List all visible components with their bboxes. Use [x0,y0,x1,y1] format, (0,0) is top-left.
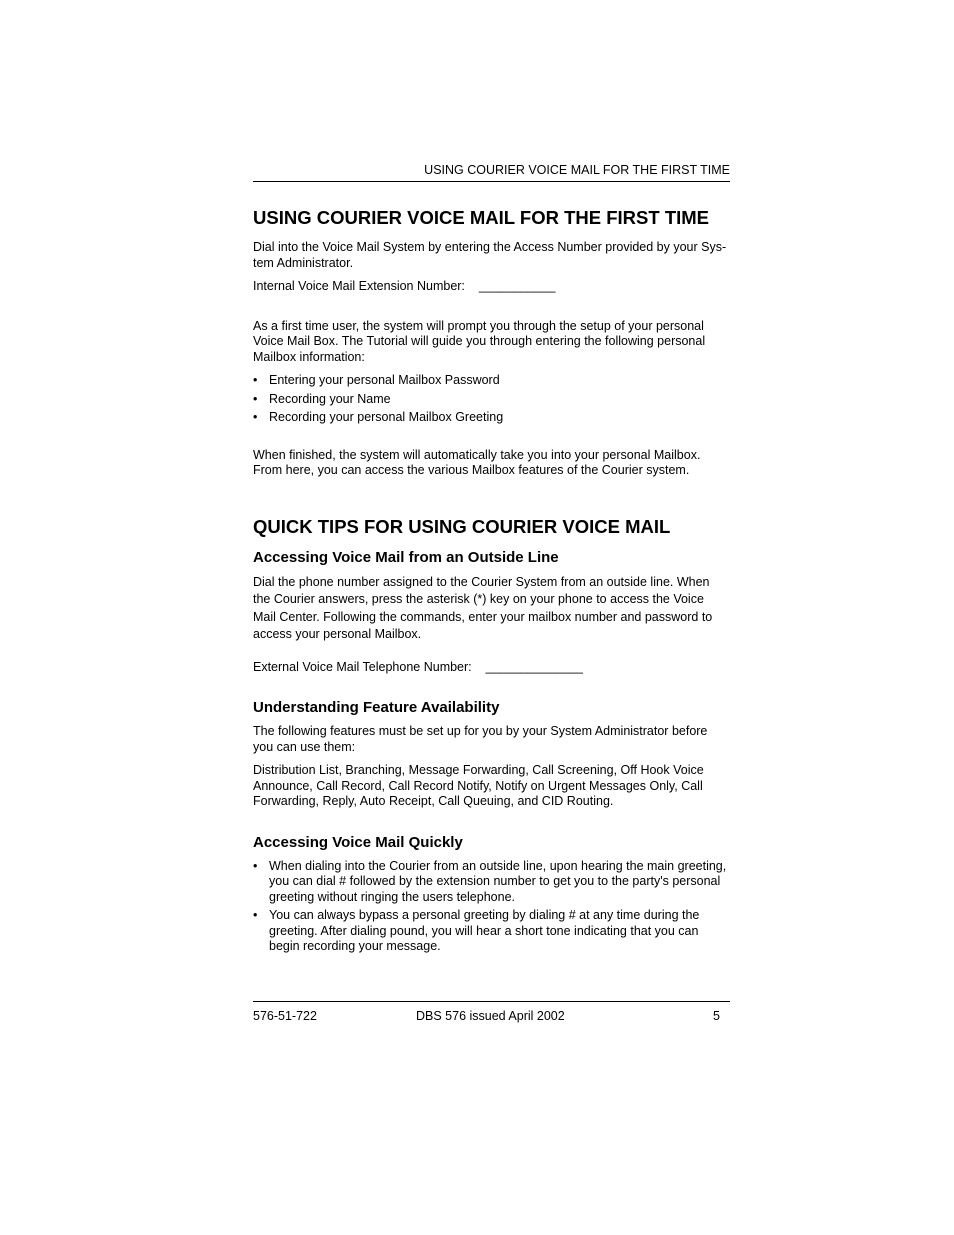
outside-line-paragraph: Dial the phone number assigned to the Courier System from an outside line. When the Courier answers, press the asterisk (*) key on your phone to access the Voice Mail Center. Following the commands, enter your mailbox number and password to access your personal Mailbox. [253,574,713,641]
subheading-outside-line: Accessing Voice Mail from an Outside Line [253,548,559,566]
intro-paragraph: Dial into the Voice Mail System by entering the Access Number provided by your Sys-tem Administrator. [253,240,727,270]
internal-extension-blank: ___________ [478,279,556,293]
page-number: 5 [713,1009,720,1023]
bullet-icon: • [253,858,258,873]
running-footer [253,1001,730,1023]
list-item: • Entering your personal Mailbox Password [253,373,500,387]
page-content [253,206,730,963]
list-item: • You can always bypass a personal greeting by dialing # at any time during the greeting. After dialing pound, you will hear a short tone indicating that you can begin recording your message. [253,908,700,953]
subheading-access-quickly: Accessing Voice Mail Quickly [253,833,463,851]
running-header: USING COURIER VOICE MAIL FOR THE FIRST TIME [253,162,730,182]
bullet-icon: • [253,391,258,406]
bullet-icon: • [253,410,258,424]
feature-list-paragraph: Distribution List, Branching, Message Forwarding, Call Screening, Off Hook Voice Announce, Call Record, Call Record Notify, Notify on Urgent Messages Only, Call Forwarding, Reply, Auto Receipt, Call Queuing, and CID Routing. [253,763,704,808]
external-phone-blank: ______________ [485,659,583,674]
first-time-paragraph: As a first time user, the system will prompt you through the setup of your personal Voice Mail Box. The Tutorial will guide you through entering the following personal Mailbox information: [253,318,706,364]
internal-extension-line [253,279,730,295]
section-title-first-time: USING COURIER VOICE MAIL FOR THE FIRST TIME [253,207,710,228]
setup-bullet-list [253,373,730,426]
finished-paragraph: When finished, the system will automatically take you into your personal Mailbox. From here, you can access the various Mailbox features of the Courier system. [253,447,701,477]
list-item: • Recording your personal Mailbox Greeting [253,410,504,424]
document-id: 576-51-722 [253,1009,317,1023]
bullet-icon: • [253,373,258,387]
list-item: • When dialing into the Courier from an outside line, upon hearing the main greeting, you can dial # followed by the extension number to get you to the party's personal greeting without ringing the users telephone. [253,858,727,904]
external-phone-label: External Voice Mail Telephone Number: [253,659,472,674]
internal-extension-label: Internal Voice Mail Extension Number: [253,279,465,293]
bullet-icon: • [253,908,258,922]
quick-access-bullet-list [253,859,730,955]
list-item: • Recording your Name [253,391,391,406]
external-phone-line [253,660,730,676]
issue-date: DBS 576 issued April 2002 [416,1009,565,1023]
subheading-feature-availability: Understanding Feature Availability [253,699,500,716]
section-title-quick-tips: QUICK TIPS FOR USING COURIER VOICE MAIL [253,515,671,537]
availability-paragraph: The following features must be set up for you by your System Administrator before you can use them: [253,724,708,754]
